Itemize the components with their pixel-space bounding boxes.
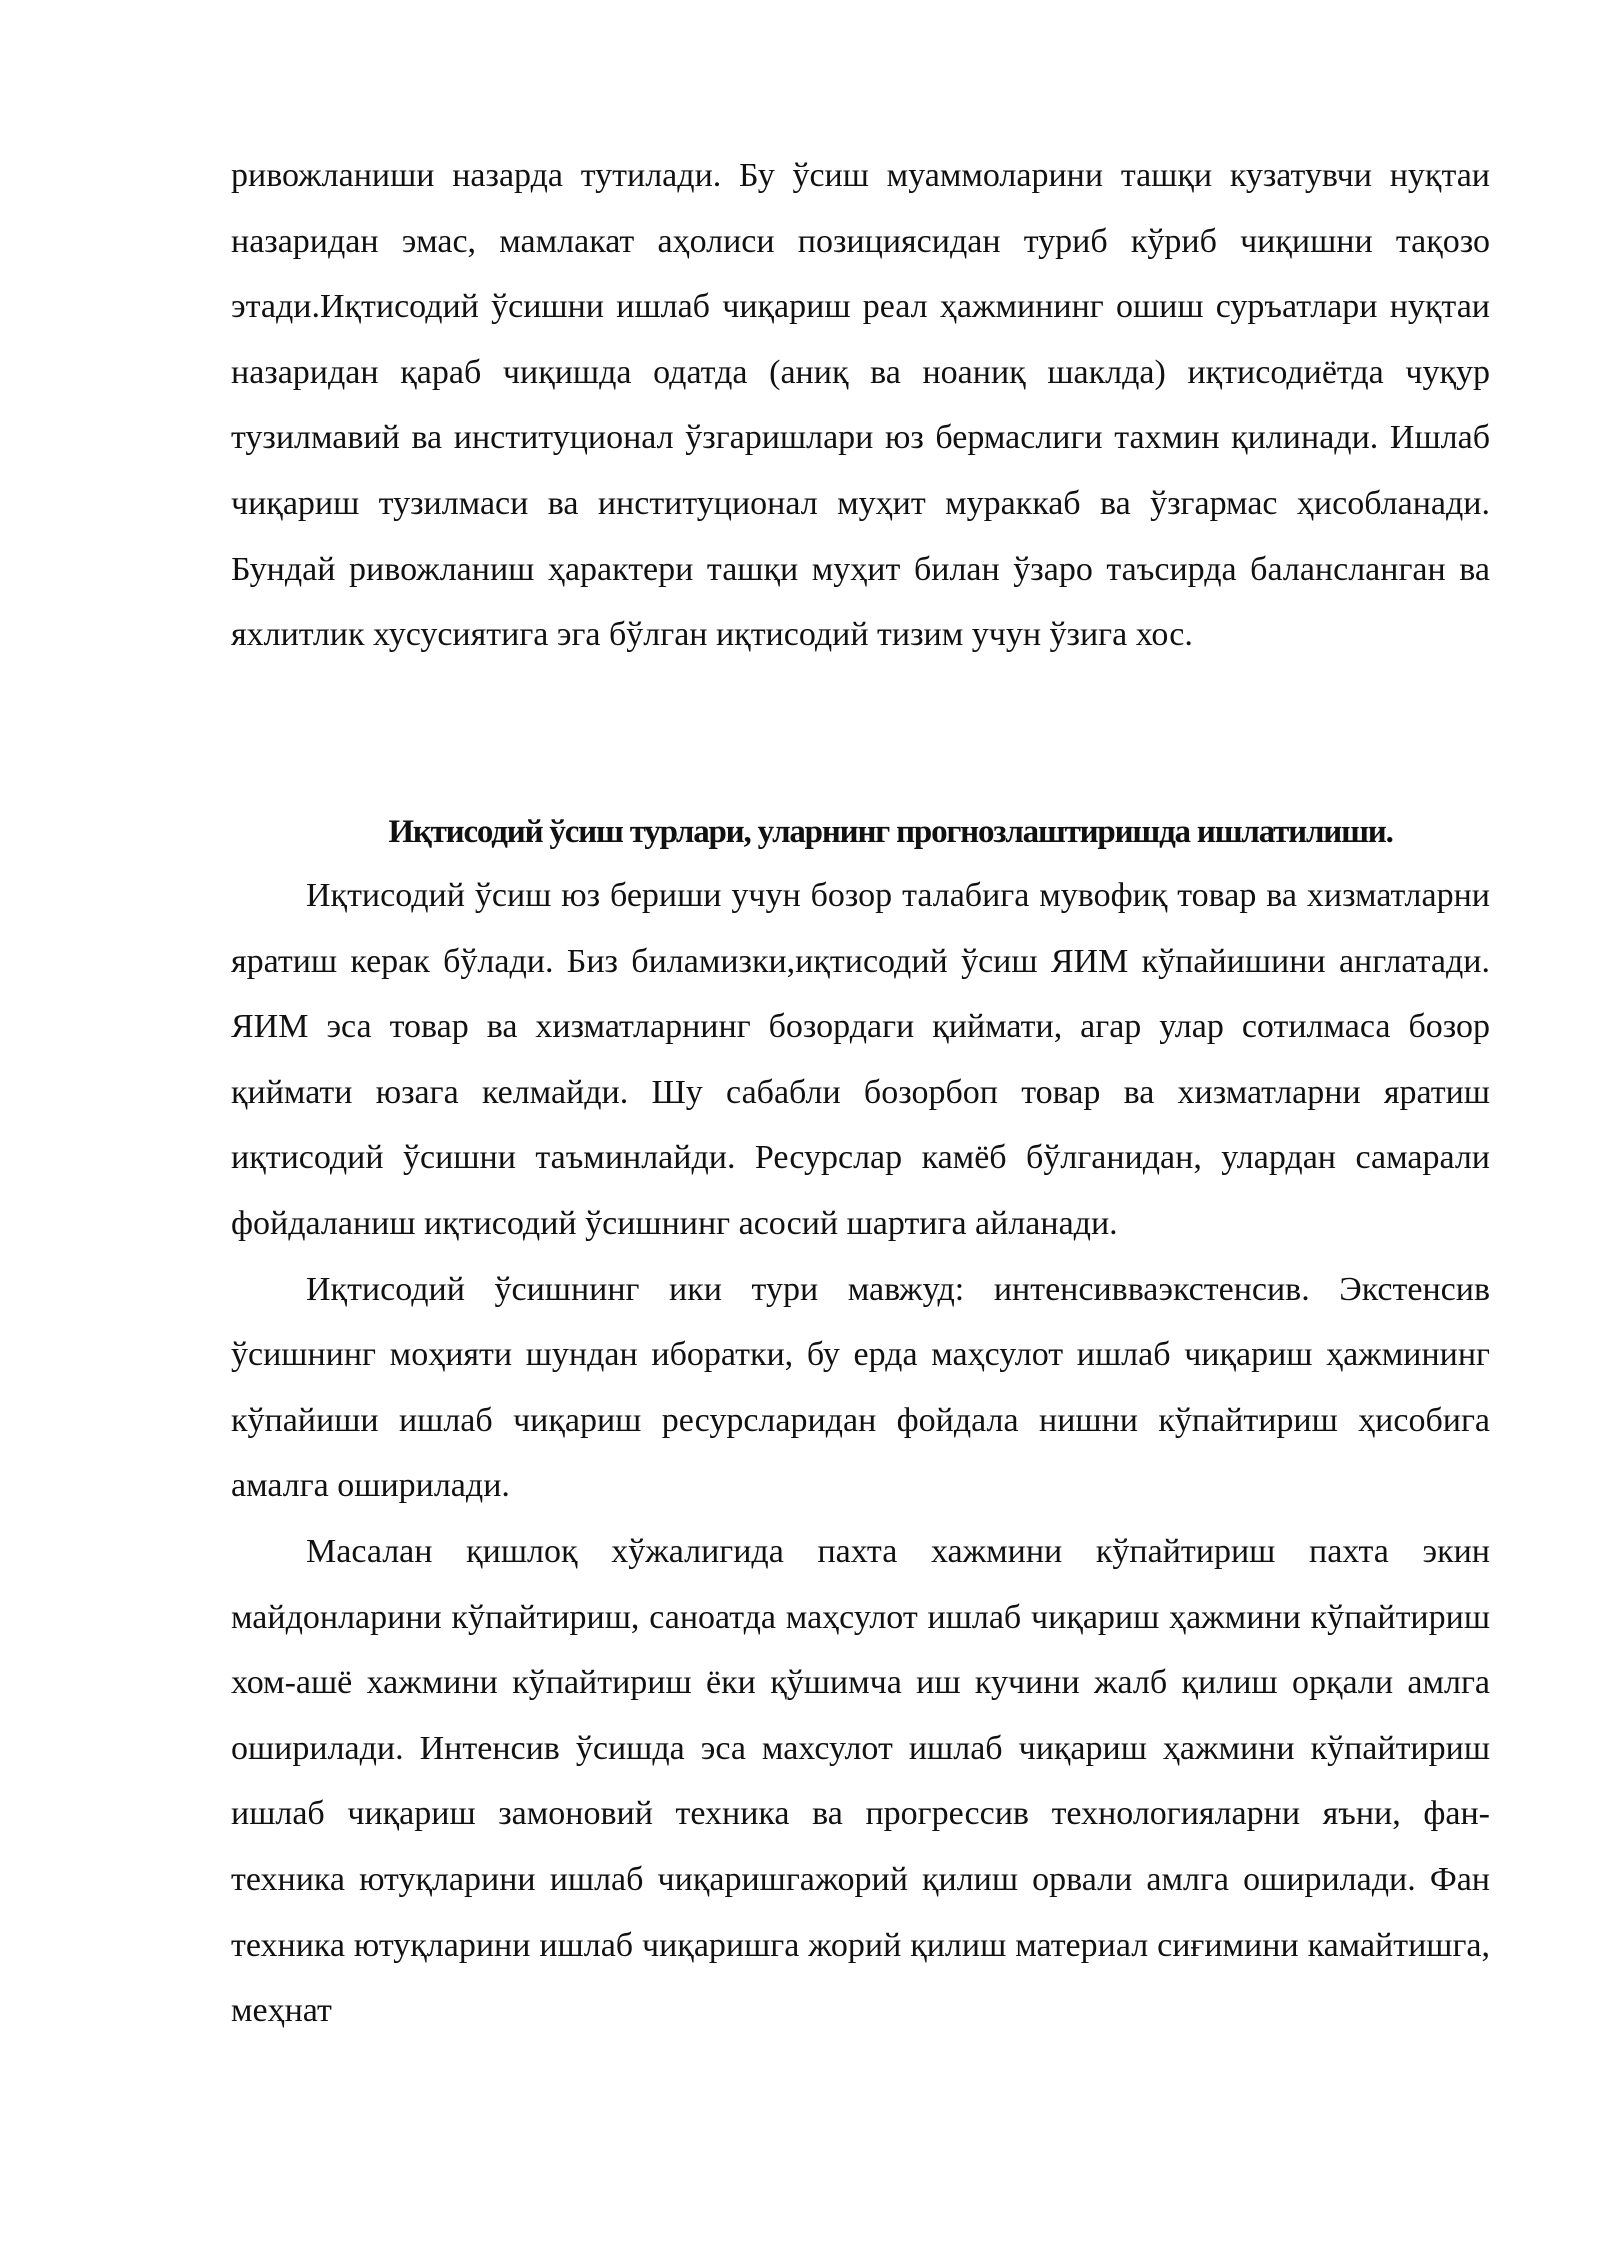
top-text-block — [231, 143, 1490, 668]
paragraph-examples: Масалан қишлоқ хўжалигида пахта хажмини кўпайтириш пахта экин майдонларини кўпайтириш, саноатда маҳсулот ишлаб чиқариш ҳажмини кўпайтириш хом-ашё хажмини кўпайтириш ёки қўшимча иш кучини жалб қилиш орқали амлга оширилади. Интенсив ўсишда эса махсулот ишлаб чиқариш ҳажмини кўпайтириш ишлаб чиқариш замоновий техника ва прогрессив технологияларни яъни, фан-техника ютуқларини ишлаб чиқаришгажорий қилиш орвали амлга оширилади. Фан техника ютуқларини ишлаб чиқаришга жорий қилиш материал сиғимини камайтишга, меҳнат — [231, 1532, 1490, 2030]
main-text-block — [231, 863, 1490, 2044]
paragraph-growth-types: Иқтисодий ўсишнинг ики тури мавжуд: интенсивваэкстенсив. Экстенсив ўсишнинг моҳияти шундан иборатки, бу ерда маҳсулот ишлаб чиқариш ҳажмининг кўпайиши ишлаб чиқариш ресурсларидан фойдала нишни кўпайтириш ҳисобига амалга оширилади. — [231, 1270, 1490, 1505]
top-paragraph: ривожланиши назарда тутилади. Бу ўсиш муаммоларини ташқи кузатувчи нуқтаи назаридан эмас, мамлакат аҳолиси позициясидан туриб кўриб чиқишни тақозо этади.Иқтисодий ўсишни ишлаб чиқариш реал ҳажмининг ошиш суръатлари нуқтаи назаридан қараб чиқишда одатда (аниқ ва ноаниқ шаклда) иқтисодиётда чуқур тузилмавий ва институционал ўзгаришлари юз бермаслиги тахмин қилинади. Ишлаб чиқариш тузилмаси ва институционал муҳит мураккаб ва ўзгармас ҳисобланади. Бундай ривожланиш ҳарактери ташқи муҳит билан ўзаро таъсирда балансланган ва яхлитлик хусусиятига эга бўлган иқтисодий тизим учун ўзига хос. — [231, 157, 1490, 654]
paragraph-growth-requirements: Иқтисодий ўсиш юз бериши учун бозор талабига мувофиқ товар ва хизматларни яратиш керак бўлади. Биз биламизки,иқтисодий ўсиш ЯИМ кўпайишини англатади. ЯИМ эса товар ва хизматларнинг бозордаги қиймати, агар улар сотилмаса бозор қиймати юзага келмайди. Шу сабабли бозорбоп товар ва хизматларни яратиш иқтисодий ўсишни таъминлайди. Ресурслар камёб бўлганидан, улардан самарали фойдаланиш иқтисодий ўсишнинг асосий шартига айланади. — [231, 877, 1490, 1242]
section-heading: Иқтисодий ўсиш турлари, уларнинг прогнозлаштиришда ишлатилиши. — [388, 814, 1393, 850]
